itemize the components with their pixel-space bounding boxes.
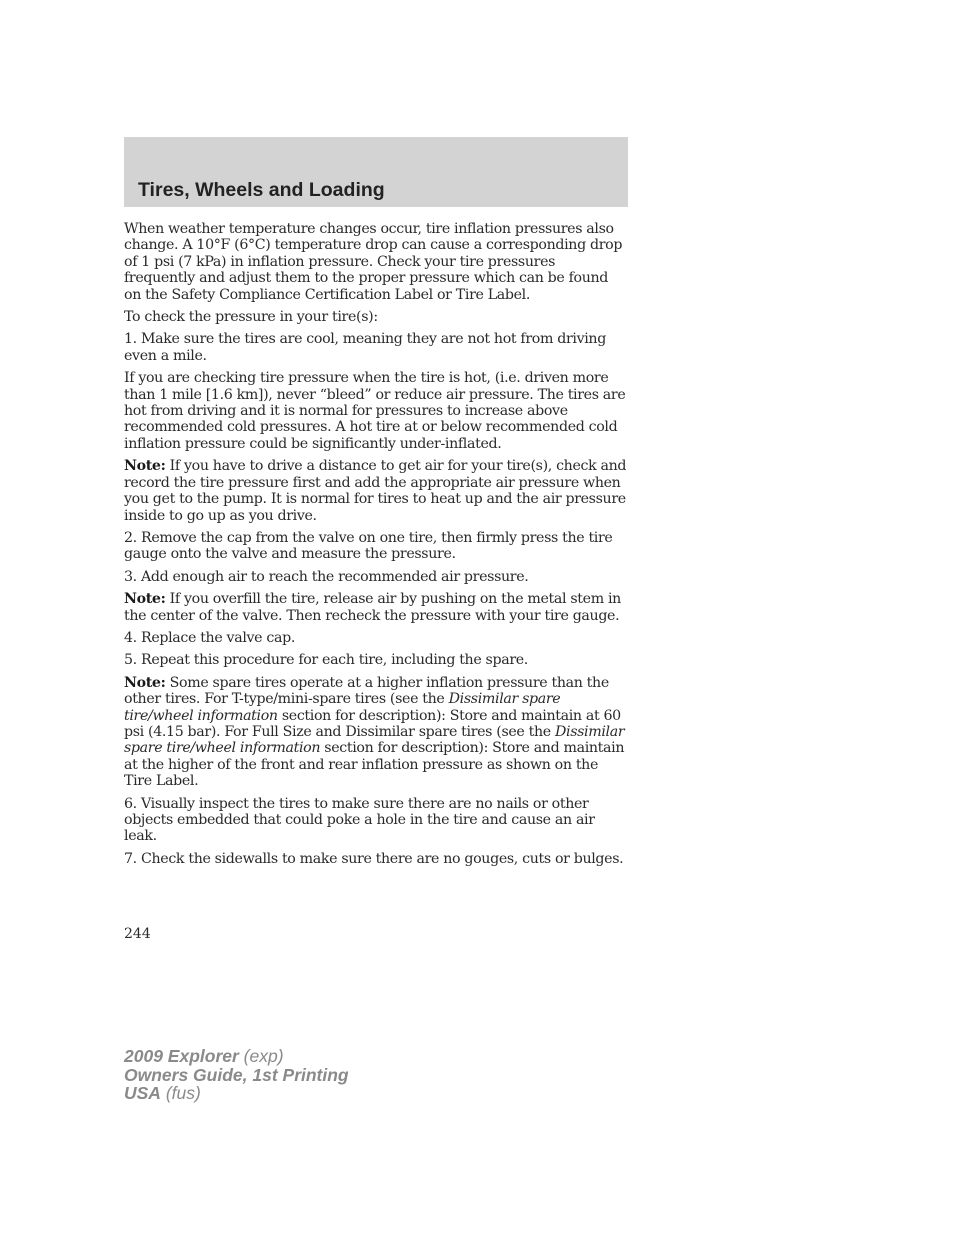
footer-model-code: (exp) xyxy=(238,1046,284,1066)
footer-line-model xyxy=(124,1047,349,1066)
step-1: 1. Make sure the tires are cool, meaning they are not hot from driving even a mile. xyxy=(124,331,606,364)
section-reference: Dissimilar spare tire/wheel information xyxy=(124,723,625,757)
note-label: Note: xyxy=(124,591,166,608)
note-text: If you have to drive a distance to get air for your tire(s), check and record the tire pressure first and add the appropriate air pressure when you get to the pump. It is normal for tires to heat up and the air pressure inside to go up as you drive. xyxy=(124,458,627,524)
note-text: If you overfill the tire, release air by pushing on the metal stem in the center of the valve. Then recheck the pressure with your tire gauge. xyxy=(124,591,621,624)
page-number: 244 xyxy=(124,926,151,942)
paragraph-temperature: When weather temperature changes occur, tire inflation pressures also change. A 10°F (6°C) temperature drop can cause a corresponding drop of 1 psi (7 kPa) in inflation pressure. Check your tire pressures frequently and adjust them to the proper pressure which can be found on the Safety Compliance Certification Label or Tire Label. xyxy=(124,221,623,303)
paragraph-check-intro: To check the pressure in your tire(s): xyxy=(124,309,378,326)
footer-market: USA xyxy=(124,1083,161,1103)
footer-line-market xyxy=(124,1084,349,1103)
body-text xyxy=(124,221,628,873)
section-title: Tires, Wheels and Loading xyxy=(138,179,385,201)
step-3: 3. Add enough air to reach the recommended air pressure. xyxy=(124,568,529,585)
section-reference: Dissimilar spare tire/wheel information xyxy=(124,691,561,724)
note-label: Note: xyxy=(124,458,166,475)
paragraph-hot-tire: If you are checking tire pressure when the tire is hot, (i.e. driven more than 1 mile [1.6 km]), never “bleed” or reduce air pressure. The tires are hot from driving and it is normal for pressures to increase above recommended cold pressures. A hot tire at or below recommended cold inflation pressure could be significantly under-inflated. xyxy=(124,370,626,452)
section-header-band xyxy=(124,137,628,207)
step-4: 4. Replace the valve cap. xyxy=(124,629,295,646)
note-text: Some spare tires operate at a higher inflation pressure than the other tires. For T-type/mini-spare tires (see the xyxy=(124,674,609,708)
footer-printing: Owners Guide, 1st Printing xyxy=(124,1064,349,1085)
note-spare-tires xyxy=(124,675,628,790)
footer-market-code: (fus) xyxy=(160,1083,201,1103)
note-drive-distance xyxy=(124,458,628,524)
step-5: 5. Repeat this procedure for each tire, including the spare. xyxy=(124,652,528,669)
document-footer xyxy=(124,1047,349,1103)
note-overfill xyxy=(124,591,628,624)
note-label: Note: xyxy=(124,674,166,691)
note-text: section for description): Store and maintain at the higher of the front and rear inflation pressure as shown on the Tire Label. xyxy=(124,740,625,790)
note-text: section for description): Store and maintain at 60 psi (4.15 bar). For Full Size and Dissimilar spare tires (see the xyxy=(124,707,621,740)
step-6: 6. Visually inspect the tires to make sure there are no nails or other objects embedded that could poke a hole in the tire and cause an air leak. xyxy=(124,795,595,845)
footer-model: 2009 Explorer xyxy=(124,1046,239,1066)
step-2: 2. Remove the cap from the valve on one tire, then firmly press the tire gauge onto the valve and measure the pressure. xyxy=(124,529,613,563)
step-7: 7. Check the sidewalls to make sure there are no gouges, cuts or bulges. xyxy=(124,850,624,867)
